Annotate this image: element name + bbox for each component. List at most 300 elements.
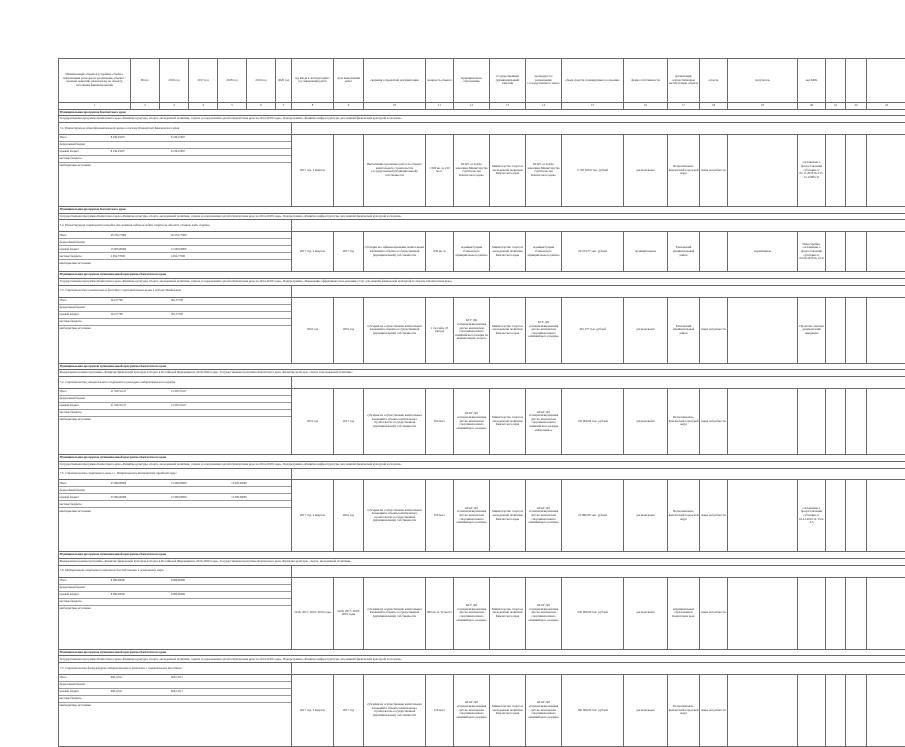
- customer-cell: Министерство спорта и молодежной политики Камчатского края: [490, 388, 526, 454]
- col-number: 18: [700, 102, 728, 109]
- financing-2017: [231, 148, 291, 155]
- financing-label: внебюджетные источники: [59, 508, 110, 515]
- extra-cell: [826, 577, 846, 649]
- financing-cell: [59, 480, 292, 552]
- financing-2016: 361,57700: [170, 298, 230, 305]
- financing-2017: [231, 591, 291, 598]
- financing-label: Итого: [59, 480, 110, 487]
- procedure-cell: КГАУ ДО «Специализированная детско-юношеская спортивная школа олимпийского резерва»: [526, 674, 562, 746]
- extra-cell: [846, 674, 867, 746]
- header-extra-3: [867, 59, 905, 103]
- financing-total: [110, 501, 170, 508]
- extra-cell: [867, 480, 905, 552]
- col-number: 22: [846, 102, 867, 109]
- financing-total: 21 930,55417: [110, 402, 170, 409]
- work-period-cell: 2017 год: [334, 232, 364, 272]
- object-title-row: [59, 468, 905, 480]
- financing-total: 361,57700: [110, 311, 170, 318]
- program-band: Муниципальная программа муниципальной программы Камчатского края: [59, 454, 905, 461]
- financing-row: [59, 487, 291, 494]
- financing-total: 8 236,25997: [110, 135, 170, 142]
- extra-cell: [867, 232, 905, 272]
- financing-cell: [59, 232, 292, 272]
- financing-2016: 12 996,00000: [170, 494, 230, 501]
- financing-cell: [59, 134, 292, 206]
- financing-2016: [170, 395, 230, 402]
- financing-2017: [231, 681, 291, 688]
- financing-2016: [170, 304, 230, 311]
- col-number: 17: [668, 102, 700, 109]
- procedure-cell: КГАУ ДО «Специализированная детско-юношеская спортивная школа олимпийского резерва «Морозная»»: [526, 388, 562, 454]
- financing-total: [110, 508, 170, 515]
- customer-cell: Министерство спорта и молодежной политики Камчатского края: [490, 232, 526, 272]
- program-band-row: [59, 649, 905, 656]
- financing-label: внебюджетные источники: [59, 702, 110, 709]
- branch-cell: иные потребности: [700, 577, 728, 649]
- work-period-cell: 2017 год: [334, 388, 364, 454]
- header-work-period: срок выполнения работ: [334, 59, 364, 103]
- recipient-cell: [728, 388, 798, 454]
- financing-2017: [231, 402, 291, 409]
- financing-subtable: [59, 578, 291, 612]
- extra-cell: [846, 134, 867, 206]
- municipality-cell: КГАУ ДО «Специализированная детско-юношеская спортивная школа олимпийского резерва»: [454, 674, 490, 746]
- financing-row: [59, 141, 291, 148]
- operator-cell: Елизовский муниципальный район: [668, 297, 700, 363]
- header-object: Наименование объектов (стройки), объекта, направления расходов на реализацию объекта / целевой ориентир (показатель) по объекту, источники финансирования: [59, 59, 131, 103]
- financing-row: [59, 395, 291, 402]
- financing-2016: 12 996,00000: [170, 480, 230, 487]
- financing-subtable: [59, 135, 291, 169]
- financing-label: краевой бюджет: [59, 688, 110, 695]
- financing-2016: [170, 260, 230, 267]
- col-number: 10: [364, 102, 426, 109]
- kbk-cell: [798, 388, 826, 454]
- subprogram-row: [59, 461, 905, 468]
- object-title-row: [59, 220, 905, 232]
- object-data-row: [59, 674, 905, 746]
- financing-row: [59, 409, 291, 416]
- ownership-cell: региональная: [624, 297, 668, 363]
- capacity-cell: 320 мест: [426, 480, 454, 552]
- financing-2016: [170, 318, 230, 325]
- kbk-cell: [798, 577, 826, 649]
- financing-2017: [231, 395, 291, 402]
- subprogram-row: [59, 559, 905, 566]
- financing-cell: [59, 577, 292, 649]
- financing-2016: [170, 584, 230, 591]
- financing-label: федеральный бюджет: [59, 584, 110, 591]
- object-data-row: [59, 388, 905, 454]
- financing-row: [59, 304, 291, 311]
- operator-cell: муниципальные образования в Камчатском крае: [668, 577, 700, 649]
- recipient-cell: нормативная: [728, 232, 798, 272]
- object-title-filler: [292, 377, 905, 389]
- extra-cell: [846, 297, 867, 363]
- financing-subtable: [59, 480, 291, 514]
- financing-row: [59, 584, 291, 591]
- financing-cell: [59, 297, 292, 363]
- capacity-cell: 650 кв. м: [426, 232, 454, 272]
- financing-label: внебюджетные источники: [59, 325, 110, 332]
- financing-total: 8 986,00000: [110, 578, 170, 585]
- design-docs-cell: субсидии на софинансирование капитальных вложений в объекты государственной (муниципальной) собственности: [364, 232, 426, 272]
- subprogram-title: Государственная программа Камчатского края «Развитие культуры, спорта, молодежной политики, отдыха и оздоровления детей в Камчатском крае на 2014-2018 годы». Подпрограмма «Развитие инфраструктуры для занятий физической культурой и спортом»: [59, 461, 905, 468]
- object-data-row: [59, 134, 905, 206]
- financing-row: [59, 155, 291, 162]
- financing-label: федеральный бюджет: [59, 239, 110, 246]
- financing-row: [59, 253, 291, 260]
- header-2020: 2020 год: [276, 59, 292, 103]
- header-extra-1: [826, 59, 846, 103]
- financing-total: [110, 584, 170, 591]
- financing-total: 666,12511: [110, 688, 170, 695]
- ownership-cell: региональная: [624, 388, 668, 454]
- design-docs-cell: субсидии на осуществление капитальных вложений в объекты капитального строительства государственной (муниципальной) собственности: [364, 388, 426, 454]
- financing-row: [59, 605, 291, 612]
- financing-2016: 8 986,00000: [170, 578, 230, 585]
- financing-2016: 8 986,00000: [170, 591, 230, 598]
- financing-subtable: [59, 389, 291, 423]
- financing-2016: [170, 162, 230, 169]
- header-recipient: получатель: [728, 59, 798, 103]
- object-title-filler: [292, 663, 905, 675]
- kbk-cell: [798, 674, 826, 746]
- financing-2017: [231, 501, 291, 508]
- procedure-cell: Администрация Елизовского муниципального района: [526, 232, 562, 272]
- financing-2017: [231, 304, 291, 311]
- financing-2017: [231, 605, 291, 612]
- procedure-cell: КГАУ ДО «Специализированная детско-юношеская спортивная школа олимпийского резерва»: [526, 577, 562, 649]
- object-title: 7.6. Модернизация спортивного комплекса для подготовки к чемпионату мира: [59, 565, 292, 577]
- col-number: 14: [526, 102, 562, 109]
- customer-cell: Министерство спорта и молодежной политики Камчатского края: [490, 480, 526, 552]
- financing-cell: [59, 674, 292, 746]
- program-band-row: [59, 363, 905, 370]
- col-number: 8: [292, 102, 334, 109]
- financing-label: внебюджетные источники: [59, 416, 110, 423]
- financing-2017: [231, 409, 291, 416]
- financing-2017: [231, 702, 291, 709]
- financing-2017: [231, 508, 291, 515]
- commission-year-cell: 2017 год, 4 квартал: [292, 480, 334, 552]
- object-title-row: [59, 565, 905, 577]
- table-header-row: [59, 59, 905, 103]
- financing-label: краевой бюджет: [59, 246, 110, 253]
- program-band: Муниципальная программа муниципальной программы Камчатского края: [59, 552, 905, 559]
- extra-cell: [826, 134, 846, 206]
- capacity-cell: 1 000 кв. м, 210 мест: [426, 134, 454, 206]
- financing-subtable: [59, 232, 291, 266]
- header-2017: 2017 год: [189, 59, 218, 103]
- extra-cell: [846, 388, 867, 454]
- financing-2017: [231, 141, 291, 148]
- program-band: Муниципальная программа Камчатского края: [59, 206, 905, 213]
- col-number: 21: [826, 102, 846, 109]
- financing-total: 25 996,00000: [110, 494, 170, 501]
- financing-total: 8 986,00000: [110, 591, 170, 598]
- program-band-row: [59, 454, 905, 461]
- volume-cell: 361,577 тыс. рублей: [562, 297, 624, 363]
- financing-subtable: [59, 675, 291, 709]
- capacity-cell: 600 кв. м, 32 места: [426, 577, 454, 649]
- municipality-cell: КГУ ДО «Специализированная детско-юношеская спортивная школа олимпийского резерва по зимним видам спорта»: [454, 297, 490, 363]
- header-operator: организация, осуществляющая эксплуатацию объекта: [668, 59, 700, 103]
- financing-label: федеральный бюджет: [59, 304, 110, 311]
- financing-2016: [170, 508, 230, 515]
- financing-total: [110, 162, 170, 169]
- recipient-cell: [728, 134, 798, 206]
- financing-total: [110, 239, 170, 246]
- header-2018: 2018 год: [218, 59, 247, 103]
- col-number: 7: [276, 102, 292, 109]
- commission-year-cell: 2016, 2017, 2018, 2019 годы: [292, 577, 334, 649]
- kbk-cell: Новостройка, соглашение о предоставлении субсидии от 02.06.2016 № 10-9: [798, 232, 826, 272]
- financing-2016: 8 236,25997: [170, 135, 230, 142]
- object-title: 7.2. Реконструкция спортивной площадки для занятия садовым видом спорта на объекте «Зимние виды спорта»: [59, 220, 292, 232]
- commission-year-cell: 2017 год, 3 квартал: [292, 674, 334, 746]
- col-number: 1: [59, 102, 131, 109]
- header-volume: объем средств, планируемых к освоению: [562, 59, 624, 103]
- financing-row: [59, 681, 291, 688]
- financing-2017: [231, 318, 291, 325]
- object-title-filler: [292, 285, 905, 297]
- financing-row: [59, 494, 291, 501]
- operator-cell: Петропавловск-Камчатский городской округ: [668, 674, 700, 746]
- col-number: 19: [728, 102, 798, 109]
- financing-label: местные бюджеты: [59, 409, 110, 416]
- extra-cell: [826, 480, 846, 552]
- branch-cell: иные потребности: [700, 134, 728, 206]
- customer-cell: Министерство спорта и молодежной политики Камчатского края: [490, 577, 526, 649]
- object-title-filler: [292, 123, 905, 135]
- subprogram-title: Государственная программа Камчатского края «Развитие культуры, спорта, молодежной политики, отдыха и оздоровления детей в Камчатском крае на 2014-2018 годы». Подпрограмма «Развитие инфраструктуры для занятий физической культурой и спортом»: [59, 116, 905, 123]
- financing-2016: [170, 695, 230, 702]
- financing-label: Итого: [59, 578, 110, 585]
- financing-total: [110, 409, 170, 416]
- header-2019: 2019 год: [247, 59, 276, 103]
- program-band: Муниципальная программа Камчатского края: [59, 109, 905, 116]
- subprogram-title: Государственная программа Камчатского края «Развитие культуры, спорта, молодежной политики, отдыха и оздоровления детей в Камчатском крае на 2014-2018 годы». Подпрограмма «Повышение эффективности и оказания услуг для занятий физической культурой и спортом в Камчатском крае»: [59, 279, 905, 286]
- financing-total: 4 654,77000: [110, 253, 170, 260]
- financing-label: краевой бюджет: [59, 402, 110, 409]
- financing-label: федеральный бюджет: [59, 681, 110, 688]
- customer-cell: Министерство спорта и молодежной политики Камчатского края: [490, 674, 526, 746]
- financing-label: краевой бюджет: [59, 591, 110, 598]
- extra-cell: [867, 134, 905, 206]
- financing-2016: 361,57700: [170, 311, 230, 318]
- branch-cell: иные потребности: [700, 388, 728, 454]
- financing-2016: 4 654,77000: [170, 253, 230, 260]
- col-number: 23: [867, 102, 905, 109]
- design-docs-cell: субсидии на осуществление капитальных вложений в объекты государственной (муниципальной) собственности: [364, 577, 426, 649]
- financing-2016: 666,12511: [170, 675, 230, 682]
- financing-2016: [170, 598, 230, 605]
- financing-label: внебюджетные источники: [59, 260, 110, 267]
- financing-2017: [231, 598, 291, 605]
- financing-row: [59, 325, 291, 332]
- program-band-row: [59, 552, 905, 559]
- financing-row: [59, 591, 291, 598]
- object-data-row: [59, 577, 905, 649]
- col-number: 11: [426, 102, 454, 109]
- financing-2017: [231, 155, 291, 162]
- financing-total: [110, 318, 170, 325]
- financing-label: федеральный бюджет: [59, 487, 110, 494]
- object-title: 7.1. Реконструкция общеобразовательной школы в поселке Пионерский Камчатского края: [59, 123, 292, 135]
- object-data-row: [59, 232, 905, 272]
- volume-cell: 150 000,00 тыс. рублей: [562, 388, 624, 454]
- subprogram-title: Государственная программа Камчатского края «Развитие культуры, спорта, молодежной политики, отдыха и оздоровления детей в Камчатском крае на 2014-2018 годы». Подпрограмма «Развитие инфраструктуры для занятий физической культурой и спортом»: [59, 213, 905, 220]
- financing-label: внебюджетные источники: [59, 605, 110, 612]
- customer-cell: Министерство спорта и молодежной политики Камчатского края: [490, 297, 526, 363]
- subprogram-title: Государственная программа Камчатского края «Развитие культуры, спорта, молодежной политики, отдыха и оздоровления детей в Камчатском крае на 2014-2018 годы». Подпрограмма «Развитие инфраструктуры для занятий физической культурой и спортом»: [59, 656, 905, 663]
- extra-cell: [846, 577, 867, 649]
- object-title-filler: [292, 565, 905, 577]
- ownership-cell: региональная: [624, 674, 668, 746]
- investment-table: [58, 58, 905, 747]
- subprogram-row: [59, 279, 905, 286]
- procedure-cell: КГУ ДО «Специализированная детско-юношеская спортивная школа олимпийского резерва»: [526, 297, 562, 363]
- program-band: Муниципальная программа муниципальной программы Камчатского края: [59, 272, 905, 279]
- financing-label: федеральный бюджет: [59, 395, 110, 402]
- extra-cell: [826, 388, 846, 454]
- header-branch: отрасль: [700, 59, 728, 103]
- col-number: 4: [189, 102, 218, 109]
- volume-cell: 20 254,77 тыс. рублей: [562, 232, 624, 272]
- extra-cell: [826, 232, 846, 272]
- financing-2016: [170, 409, 230, 416]
- financing-2016: [170, 487, 230, 494]
- financing-label: Итого: [59, 135, 110, 142]
- col-number: 16: [624, 102, 668, 109]
- recipient-cell: [728, 674, 798, 746]
- kbk-cell: Проектно-сметная документация завершена: [798, 297, 826, 363]
- financing-total: 20 254,77000: [110, 232, 170, 239]
- financing-row: [59, 246, 291, 253]
- financing-row: [59, 402, 291, 409]
- object-title-filler: [292, 220, 905, 232]
- financing-label: местные бюджеты: [59, 318, 110, 325]
- financing-2017: [231, 260, 291, 267]
- financing-row: [59, 598, 291, 605]
- capacity-cell: 500 мест: [426, 388, 454, 454]
- header-design-docs: сведения о проектной документации: [364, 59, 426, 103]
- program-band-row: [59, 109, 905, 116]
- financing-2016: 15 600,00000: [170, 246, 230, 253]
- table-body: [59, 109, 905, 746]
- extra-cell: [867, 297, 905, 363]
- object-title-row: [59, 377, 905, 389]
- col-number: 15: [562, 102, 624, 109]
- financing-label: внебюджетные источники: [59, 162, 110, 169]
- financing-total: [110, 416, 170, 423]
- subprogram-title: Федеральная целевая программа «Развитие физической культуры и спорта в Российской Федерации на 2016-2020 годы». Государственная программа Камчатского края «Развитие культуры, спорта, молодежной политики»: [59, 559, 905, 566]
- financing-label: местные бюджеты: [59, 695, 110, 702]
- financing-total: [110, 598, 170, 605]
- operator-cell: Елизовский муниципальный район: [668, 232, 700, 272]
- financing-total: [110, 605, 170, 612]
- col-number: 5: [218, 102, 247, 109]
- volume-cell: 25 996,00 тыс. рублей: [562, 480, 624, 552]
- subprogram-row: [59, 656, 905, 663]
- municipality-cell: КГКУ «Служба заказчика Министерства строительства Камчатского края»: [454, 134, 490, 206]
- program-band-row: [59, 272, 905, 279]
- header-customer: государственный (муниципальный) заказчик: [490, 59, 526, 103]
- financing-2016: [170, 702, 230, 709]
- financing-total: [110, 395, 170, 402]
- financing-row: [59, 695, 291, 702]
- object-title-row: [59, 123, 905, 135]
- financing-2017: 13 000,00000: [231, 480, 291, 487]
- capacity-cell: 1 бассейн, 25 метров: [426, 297, 454, 363]
- financing-total: 361,57700: [110, 298, 170, 305]
- financing-row: [59, 148, 291, 155]
- object-data-row: [59, 297, 905, 363]
- commission-year-cell: 2017 год, 2 квартал: [292, 232, 334, 272]
- col-number: 13: [490, 102, 526, 109]
- header-municipality: муниципальное образование: [454, 59, 490, 103]
- financing-2017: [231, 325, 291, 332]
- work-period-cell: 2017 год: [334, 674, 364, 746]
- header-commission-year: год ввода в эксплуатацию / год завершения работ: [292, 59, 334, 103]
- financing-row: [59, 508, 291, 515]
- extra-cell: [826, 297, 846, 363]
- extra-cell: [867, 388, 905, 454]
- financing-2016: [170, 325, 230, 332]
- financing-label: местные бюджеты: [59, 501, 110, 508]
- investment-table-sheet: [58, 58, 886, 747]
- financing-total: 25 996,00000: [110, 480, 170, 487]
- financing-label: федеральный бюджет: [59, 141, 110, 148]
- financing-2017: [231, 246, 291, 253]
- financing-row: [59, 318, 291, 325]
- object-title-row: [59, 285, 905, 297]
- extra-cell: [846, 232, 867, 272]
- commission-year-cell: 2016 год: [292, 297, 334, 363]
- col-number: 20: [798, 102, 826, 109]
- financing-row: [59, 416, 291, 423]
- financing-2016: 8 236,25997: [170, 148, 230, 155]
- program-band: Муниципальная программа муниципальной программы Камчатского края: [59, 363, 905, 370]
- design-docs-cell: субсидии на осуществление капитальных вложений в объекты капитального строительства государственной (муниципальной) собственности: [364, 674, 426, 746]
- program-band-row: [59, 206, 905, 213]
- extra-cell: [867, 674, 905, 746]
- customer-cell: Министерство спорта и молодежной политики Камчатского края: [490, 134, 526, 206]
- financing-label: местные бюджеты: [59, 253, 110, 260]
- municipality-cell: КГБУ ДО «Специализированная детско-юношеская спортивная школа олимпийского резерва»: [454, 388, 490, 454]
- financing-row: [59, 239, 291, 246]
- financing-2017: [231, 688, 291, 695]
- branch-cell: [700, 232, 728, 272]
- volume-cell: 2 726 200,0 тыс. рублей: [562, 134, 624, 206]
- procedure-cell: КГКУ «Служба заказчика Министерства строительства Камчатского края»: [526, 134, 562, 206]
- header-kbk: код КБК: [798, 59, 826, 103]
- financing-2017: [231, 416, 291, 423]
- object-data-row: [59, 480, 905, 552]
- header-procedure: процедура по размещению государственного заказа: [526, 59, 562, 103]
- financing-total: [110, 141, 170, 148]
- extra-cell: [826, 674, 846, 746]
- design-docs-cell: Выполнение проектных работ по объекту капитального строительства государственной (муниципальной) собственности: [364, 134, 426, 206]
- financing-label: Итого: [59, 389, 110, 396]
- object-title-row: [59, 663, 905, 675]
- financing-2017: 13 000,00000: [231, 494, 291, 501]
- financing-subtable: [59, 298, 291, 332]
- financing-total: [110, 325, 170, 332]
- ownership-cell: региональная: [624, 134, 668, 206]
- financing-label: Итого: [59, 298, 110, 305]
